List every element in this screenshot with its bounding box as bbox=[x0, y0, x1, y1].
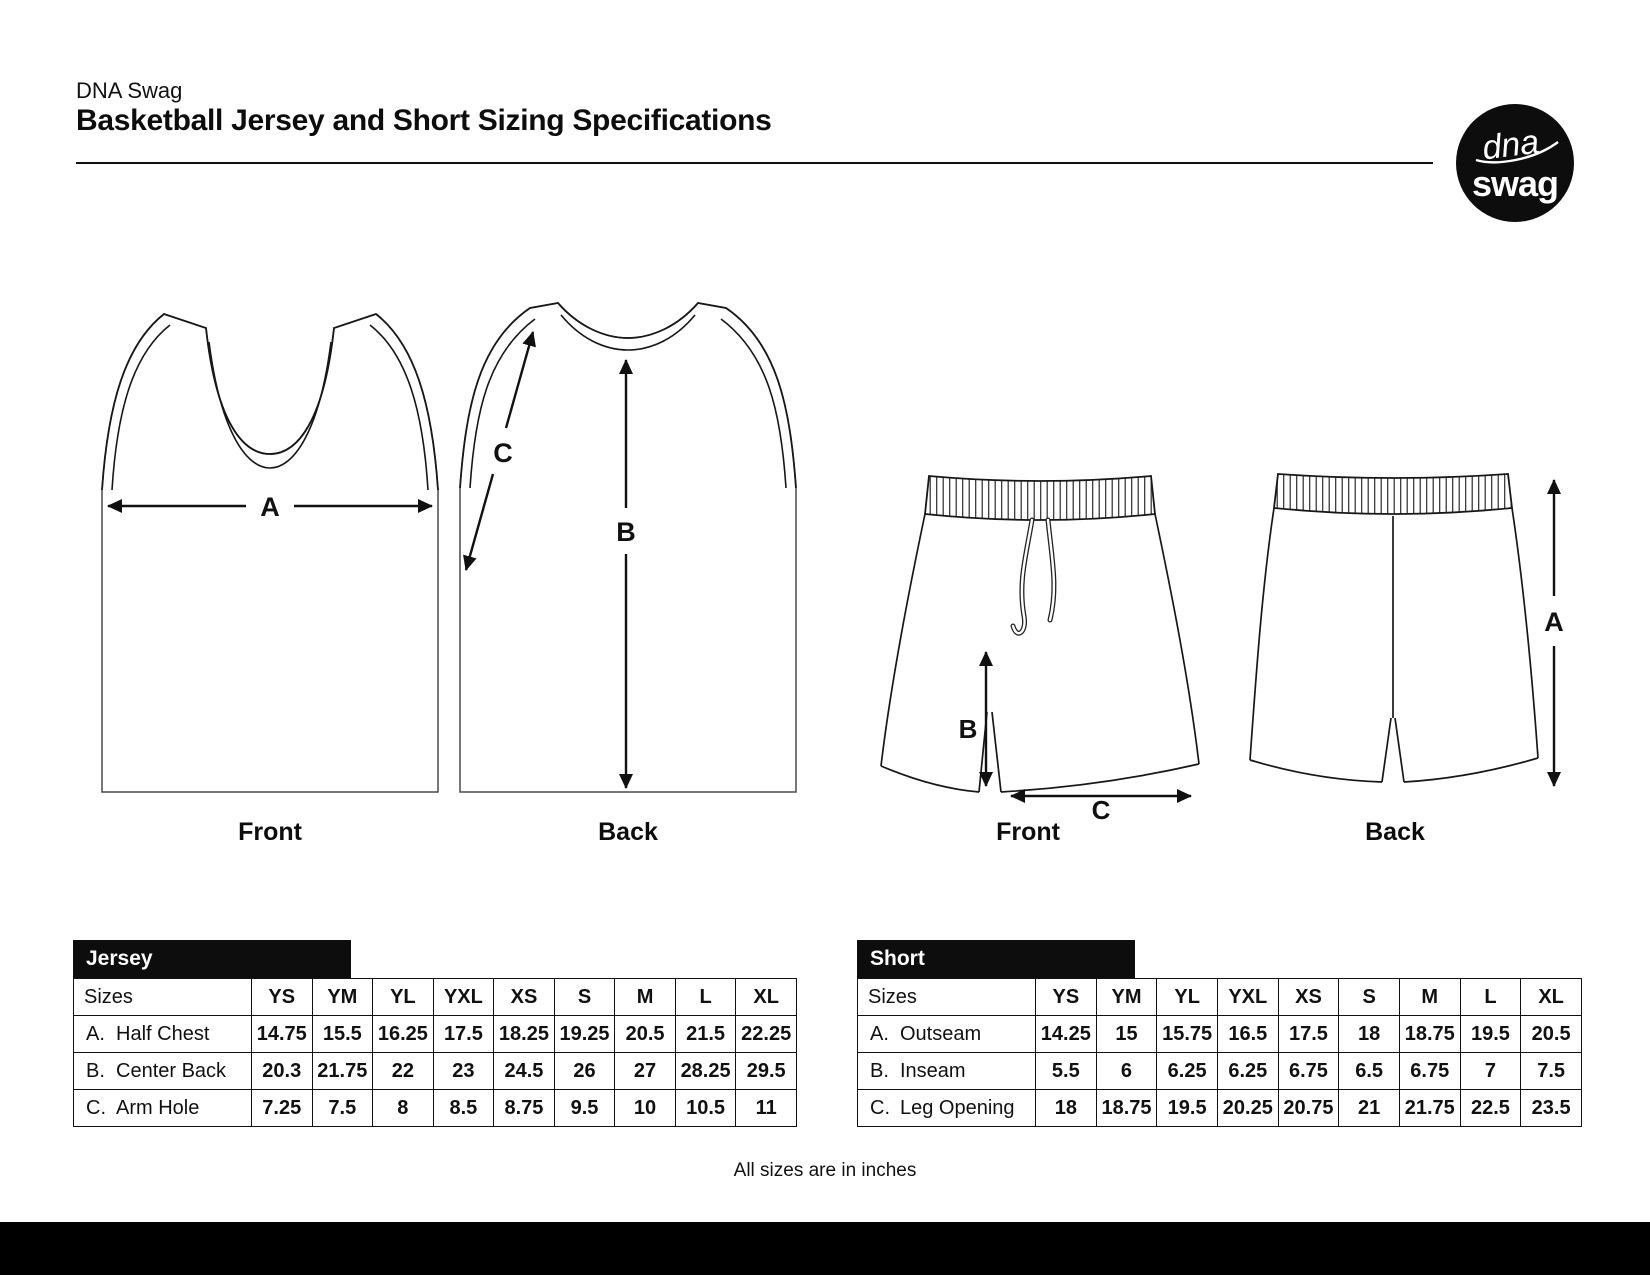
size-column-header: S bbox=[554, 979, 615, 1016]
measurement-value-cell: 5.5 bbox=[1036, 1053, 1097, 1090]
measurement-value-cell: 6.75 bbox=[1278, 1053, 1339, 1090]
measurement-row bbox=[858, 1016, 1582, 1053]
jersey-back-diagram bbox=[458, 296, 798, 794]
measurement-row bbox=[858, 1053, 1582, 1090]
short-front-caption: Front bbox=[996, 818, 1060, 846]
jersey-front-caption: Front bbox=[238, 818, 302, 846]
measurement-value-cell: 20.25 bbox=[1217, 1090, 1278, 1127]
size-column-header: XS bbox=[494, 979, 555, 1016]
short-dim-b-label: B bbox=[958, 714, 978, 744]
measurement-value-cell: 21.75 bbox=[312, 1053, 373, 1090]
measurement-value-cell: 7 bbox=[1460, 1053, 1521, 1090]
short-dim-c-arrow bbox=[1011, 795, 1191, 820]
row-key: B. bbox=[870, 1059, 889, 1082]
row-key: A. bbox=[870, 1022, 889, 1045]
measurement-value-cell: 27 bbox=[615, 1053, 676, 1090]
row-label-cell bbox=[74, 1090, 252, 1127]
measurement-value-cell: 20.5 bbox=[615, 1016, 676, 1053]
measurement-value-cell: 18.75 bbox=[1399, 1016, 1460, 1053]
size-column-header: M bbox=[615, 979, 676, 1016]
row-label-cell bbox=[74, 1053, 252, 1090]
measurement-value-cell: 21.5 bbox=[675, 1016, 736, 1053]
row-label: Center Back bbox=[116, 1059, 227, 1082]
row-key: B. bbox=[86, 1059, 105, 1082]
measurement-value-cell: 7.5 bbox=[312, 1090, 373, 1127]
measurement-value-cell: 6.75 bbox=[1399, 1053, 1460, 1090]
measurement-value-cell: 21.75 bbox=[1399, 1090, 1460, 1127]
row-label: Leg Opening bbox=[900, 1096, 1015, 1119]
size-column-header: S bbox=[1339, 979, 1400, 1016]
size-column-header: YS bbox=[252, 979, 313, 1016]
measurement-value-cell: 10 bbox=[615, 1090, 676, 1127]
measurement-value-cell: 15.5 bbox=[312, 1016, 373, 1053]
measurement-value-cell: 8.5 bbox=[433, 1090, 494, 1127]
row-label: Arm Hole bbox=[116, 1096, 200, 1119]
units-note: All sizes are in inches bbox=[733, 1160, 917, 1181]
jersey-dim-c-label: C bbox=[493, 438, 513, 468]
jersey-back-outline bbox=[460, 303, 796, 792]
short-dim-a-arrow bbox=[1544, 480, 1564, 786]
short-size-section bbox=[857, 940, 1582, 1127]
measurement-value-cell: 16.5 bbox=[1217, 1016, 1278, 1053]
short-table-tab: Short bbox=[857, 940, 1135, 978]
size-column-header: YS bbox=[1036, 979, 1097, 1016]
logo-wordmark: swag bbox=[1471, 163, 1559, 204]
row-label: Half Chest bbox=[116, 1022, 210, 1045]
short-dim-a-label: A bbox=[1544, 607, 1564, 637]
measurement-value-cell: 14.25 bbox=[1036, 1016, 1097, 1053]
short-table-header-row bbox=[858, 979, 1582, 1016]
measurement-value-cell: 16.25 bbox=[373, 1016, 434, 1053]
measurement-value-cell: 18.25 bbox=[494, 1016, 555, 1053]
measurement-value-cell: 26 bbox=[554, 1053, 615, 1090]
measurement-row bbox=[74, 1016, 797, 1053]
measurement-value-cell: 6.25 bbox=[1217, 1053, 1278, 1090]
jersey-table-tab: Jersey bbox=[73, 940, 351, 978]
measurement-value-cell: 21 bbox=[1339, 1090, 1400, 1127]
short-back-waistband bbox=[1274, 474, 1512, 514]
size-column-header: XS bbox=[1278, 979, 1339, 1016]
brand-name: DNA Swag bbox=[76, 78, 183, 103]
measurement-value-cell: 23.5 bbox=[1521, 1090, 1582, 1127]
row-label-cell bbox=[74, 1016, 252, 1053]
short-back-outline bbox=[1250, 508, 1538, 782]
jersey-dim-b-label: B bbox=[616, 517, 636, 547]
row-key: A. bbox=[86, 1022, 105, 1045]
logo-script-text: dna bbox=[1480, 122, 1542, 168]
page-title: Basketball Jersey and Short Sizing Specifications bbox=[76, 104, 772, 137]
measurement-value-cell: 29.5 bbox=[736, 1053, 797, 1090]
header-rule bbox=[76, 162, 1433, 164]
measurement-row bbox=[858, 1090, 1582, 1127]
measurement-value-cell: 22.5 bbox=[1460, 1090, 1521, 1127]
measurement-value-cell: 9.5 bbox=[554, 1090, 615, 1127]
measurement-value-cell: 18.75 bbox=[1096, 1090, 1157, 1127]
measurement-row bbox=[74, 1090, 797, 1127]
jersey-dim-a-label: A bbox=[260, 492, 280, 522]
size-column-header: YL bbox=[1157, 979, 1218, 1016]
row-label-cell bbox=[858, 1090, 1036, 1127]
measurement-value-cell: 19.5 bbox=[1460, 1016, 1521, 1053]
measurement-value-cell: 6.25 bbox=[1157, 1053, 1218, 1090]
measurement-value-cell: 17.5 bbox=[433, 1016, 494, 1053]
size-column-header: XL bbox=[1521, 979, 1582, 1016]
jersey-front-outline bbox=[102, 314, 438, 792]
size-column-header: YM bbox=[1096, 979, 1157, 1016]
measurement-value-cell: 10.5 bbox=[675, 1090, 736, 1127]
sizes-header-cell: Sizes bbox=[858, 979, 1036, 1016]
jersey-size-section bbox=[73, 940, 797, 1127]
row-label: Inseam bbox=[900, 1059, 966, 1082]
short-front-drawstring bbox=[1013, 520, 1054, 633]
jersey-table-header-row bbox=[74, 979, 797, 1016]
measurement-value-cell: 20.75 bbox=[1278, 1090, 1339, 1127]
short-front-outline bbox=[881, 514, 1199, 792]
jersey-back-caption: Back bbox=[598, 818, 658, 846]
measurement-value-cell: 22 bbox=[373, 1053, 434, 1090]
measurement-value-cell: 14.75 bbox=[252, 1016, 313, 1053]
measurement-value-cell: 8.75 bbox=[494, 1090, 555, 1127]
short-front-diagram bbox=[875, 470, 1205, 820]
size-column-header: XL bbox=[736, 979, 797, 1016]
measurement-value-cell: 24.5 bbox=[494, 1053, 555, 1090]
measurement-value-cell: 6.5 bbox=[1339, 1053, 1400, 1090]
row-key: C. bbox=[870, 1096, 890, 1119]
short-back-caption: Back bbox=[1365, 818, 1425, 846]
short-dim-c-label: C bbox=[1091, 795, 1111, 820]
measurement-value-cell: 19.5 bbox=[1157, 1090, 1218, 1127]
row-label-cell bbox=[858, 1053, 1036, 1090]
jersey-size-table bbox=[73, 978, 797, 1127]
measurement-value-cell: 15.75 bbox=[1157, 1016, 1218, 1053]
measurement-value-cell: 6 bbox=[1096, 1053, 1157, 1090]
sizes-header-cell: Sizes bbox=[74, 979, 252, 1016]
measurement-value-cell: 18 bbox=[1036, 1090, 1097, 1127]
measurement-value-cell: 11 bbox=[736, 1090, 797, 1127]
measurement-value-cell: 20.5 bbox=[1521, 1016, 1582, 1053]
measurement-value-cell: 19.25 bbox=[554, 1016, 615, 1053]
size-column-header: YL bbox=[373, 979, 434, 1016]
size-column-header: M bbox=[1399, 979, 1460, 1016]
measurement-value-cell: 15 bbox=[1096, 1016, 1157, 1053]
short-front-waistband bbox=[925, 476, 1155, 520]
measurement-value-cell: 22.25 bbox=[736, 1016, 797, 1053]
short-back-diagram bbox=[1248, 468, 1568, 798]
size-column-header: L bbox=[1460, 979, 1521, 1016]
jersey-front-diagram bbox=[100, 298, 440, 794]
measurement-value-cell: 17.5 bbox=[1278, 1016, 1339, 1053]
size-column-header: YXL bbox=[433, 979, 494, 1016]
brand-logo bbox=[1456, 104, 1574, 222]
logo-graphic bbox=[1456, 104, 1574, 222]
bottom-bar bbox=[0, 1222, 1650, 1275]
measurement-row bbox=[74, 1053, 797, 1090]
measurement-value-cell: 7.5 bbox=[1521, 1053, 1582, 1090]
measurement-value-cell: 23 bbox=[433, 1053, 494, 1090]
measurement-value-cell: 20.3 bbox=[252, 1053, 313, 1090]
row-label: Outseam bbox=[900, 1022, 982, 1045]
measurement-value-cell: 28.25 bbox=[675, 1053, 736, 1090]
size-column-header: YM bbox=[312, 979, 373, 1016]
size-column-header: L bbox=[675, 979, 736, 1016]
short-size-table bbox=[857, 978, 1582, 1127]
measurement-value-cell: 7.25 bbox=[252, 1090, 313, 1127]
measurement-value-cell: 18 bbox=[1339, 1016, 1400, 1053]
row-label-cell bbox=[858, 1016, 1036, 1053]
size-column-header: YXL bbox=[1217, 979, 1278, 1016]
measurement-value-cell: 8 bbox=[373, 1090, 434, 1127]
row-key: C. bbox=[86, 1096, 106, 1119]
